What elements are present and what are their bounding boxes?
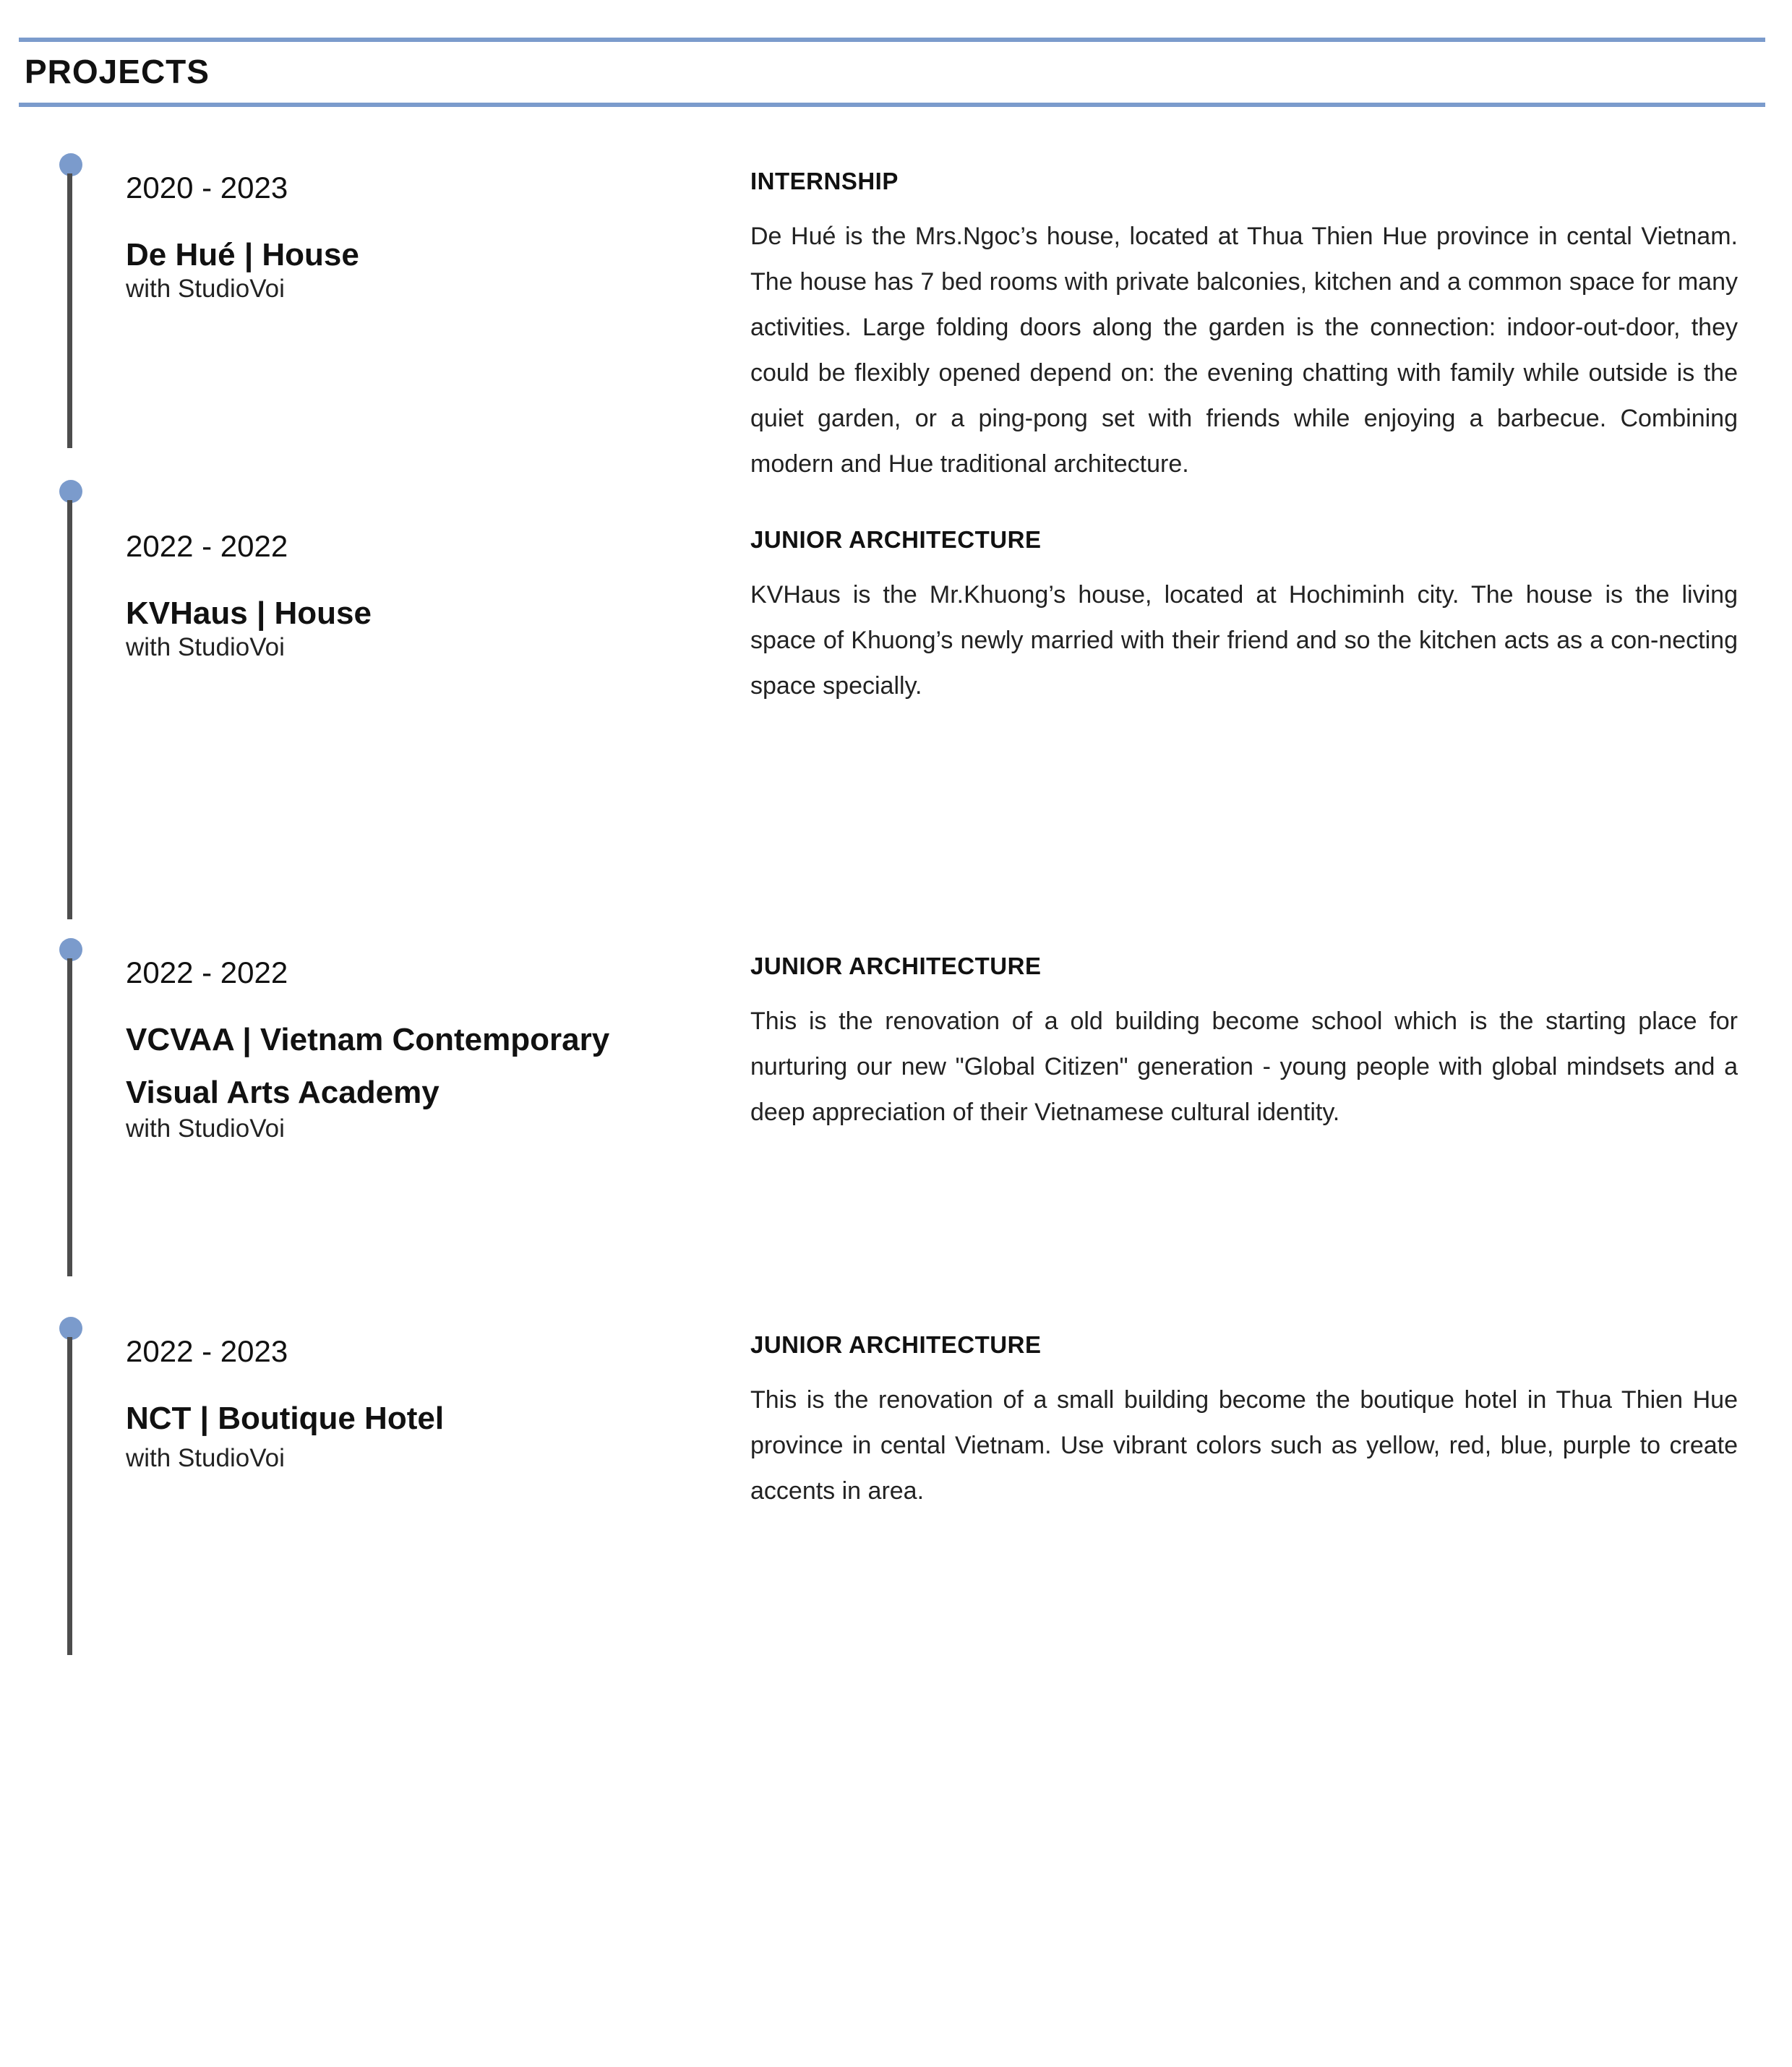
entry-description: This is the renovation of a old building become school which is the starting place for nurturing our new "Global Citizen" generation - young people with global mindsets and a deep appreciation of their Vietnamese cultural identity.	[750, 1007, 1738, 1126]
project-title: NCT | Boutique Hotel	[126, 1401, 445, 1436]
header-rule-bottom	[19, 103, 1765, 107]
project-collaborator: with StudioVoi	[126, 633, 285, 661]
project-collaborator: with StudioVoi	[126, 275, 285, 303]
entry-role: JUNIOR ARCHITECTURE	[750, 526, 1042, 553]
entry-description: This is the renovation of a small building become the boutique hotel in Thua Thien Hue province in cental Vietnam. Use vibrant colors such as yellow, red, blue, purple to create accents in area.	[750, 1386, 1738, 1505]
timeline-line	[67, 958, 72, 1276]
entry-role: INTERNSHIP	[750, 168, 899, 194]
header-rule-top	[19, 38, 1765, 42]
entry-years: 2022 - 2023	[126, 1334, 288, 1368]
project-title: KVHaus | House	[126, 596, 372, 631]
entry-role: JUNIOR ARCHITECTURE	[750, 1331, 1042, 1358]
entry-years: 2022 - 2022	[126, 529, 288, 563]
section-title: PROJECTS	[25, 53, 210, 90]
project-title: VCVAA | Vietnam Contemporary Visual Arts Academy	[126, 1022, 610, 1110]
project-title: De Hué | House	[126, 237, 359, 272]
timeline-line	[67, 173, 72, 448]
entry-description: KVHaus is the Mr.Khuong’s house, located at Hochiminh city. The house is the living space of Khuong’s newly married with their friend and so the kitchen acts as a con-necting space specially.	[750, 581, 1738, 700]
timeline-line	[67, 1337, 72, 1655]
entry-years: 2022 - 2022	[126, 955, 288, 989]
entry-role: JUNIOR ARCHITECTURE	[750, 953, 1042, 979]
timeline-line	[67, 500, 72, 919]
entry-years: 2020 - 2023	[126, 171, 288, 205]
entry-description: De Hué is the Mrs.Ngoc’s house, located at Thua Thien Hue province in cental Vietnam. The house has 7 bed rooms with private balconies, kitchen and a common space for many activities. Large folding doors along the garden is the connection: indoor-out-door, they could be flexibly opened depend on: the evening chatting with family while outside is the quiet garden, or a ping-pong set with friends while enjoying a barbecue. Combining modern and Hue traditional architecture.	[750, 223, 1738, 478]
project-collaborator: with StudioVoi	[126, 1114, 285, 1143]
project-collaborator: with StudioVoi	[126, 1444, 285, 1472]
